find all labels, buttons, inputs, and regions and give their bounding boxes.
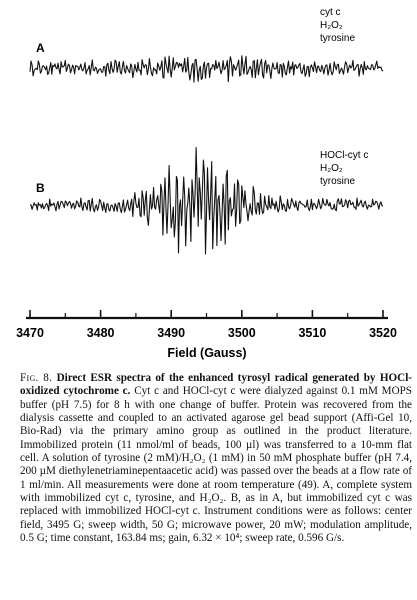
panel-a-letter: A <box>36 41 45 55</box>
panel-b-letter: B <box>36 181 45 195</box>
x-tick-label: 3480 <box>86 326 115 340</box>
panel-a-legend-line-2: H₂O₂ <box>320 20 343 31</box>
panel-a-legend-line-1: cyt c <box>320 7 341 18</box>
panel-b-legend-line-3: tyrosine <box>320 176 356 187</box>
x-tick-label: 3500 <box>227 326 256 340</box>
panel-b-legend-line-2: H₂O₂ <box>320 163 343 174</box>
caption-figure-label: Fig. 8. <box>20 372 53 384</box>
x-axis-ticks <box>16 310 397 340</box>
caption-title: Direct ESR spectra of the enhanced tyrosyl radical generated by HOCl-oxidized cytochrome c. <box>20 372 412 398</box>
x-tick-label: 3520 <box>369 326 397 340</box>
spectrum-trace-a <box>30 56 383 82</box>
x-axis-title: Field (Gauss) <box>167 346 247 360</box>
figure-caption <box>20 372 412 545</box>
x-tick-label: 3490 <box>157 326 186 340</box>
caption-body: Cyt c and HOCl-cyt c were dialyzed against 0.1 mM MOPS buffer (pH 7.5) for 8 h with one change of buffer. Protein was recovered from the dialysis cassette and coupled to an activated agarose gel bead support (Affi-Gel 10, Bio-Rad) via the primary amino group as outlined in the product literature. Immobilized protein (11 nmol/ml of beads, 100 µl) was transferred to a 10-mm flat cell. A solution of tyrosine (2 mM)/H₂O₂ (1 mM) in 50 mM phosphate buffer (pH 7.4, 200 µM diethylenetriaminepentaacetic acid) was passed over the beads at a flow rate of 1 ml/min. All measurements were done at room temperature (49). A, complete system with immobilized cyt c, tyrosine, and H₂O₂. B, as in A, but immobilized cyt c was replaced with immobilized HOCl-cyt c. Instrument conditions were as follows: center field, 3495 G; sweep width, 50 G; microwave power, 20 mW; modulation amplitude, 0.5 G; time constant, 163.84 ms; gain, 6.32 × 10⁴; sweep rate, 0.596 G/s. <box>20 385 413 545</box>
x-tick-label: 3510 <box>298 326 327 340</box>
panel-b-legend-line-1: HOCl-cyt c <box>320 150 369 161</box>
panel-a-legend-line-3: tyrosine <box>320 33 356 44</box>
x-tick-label: 3470 <box>16 326 44 340</box>
